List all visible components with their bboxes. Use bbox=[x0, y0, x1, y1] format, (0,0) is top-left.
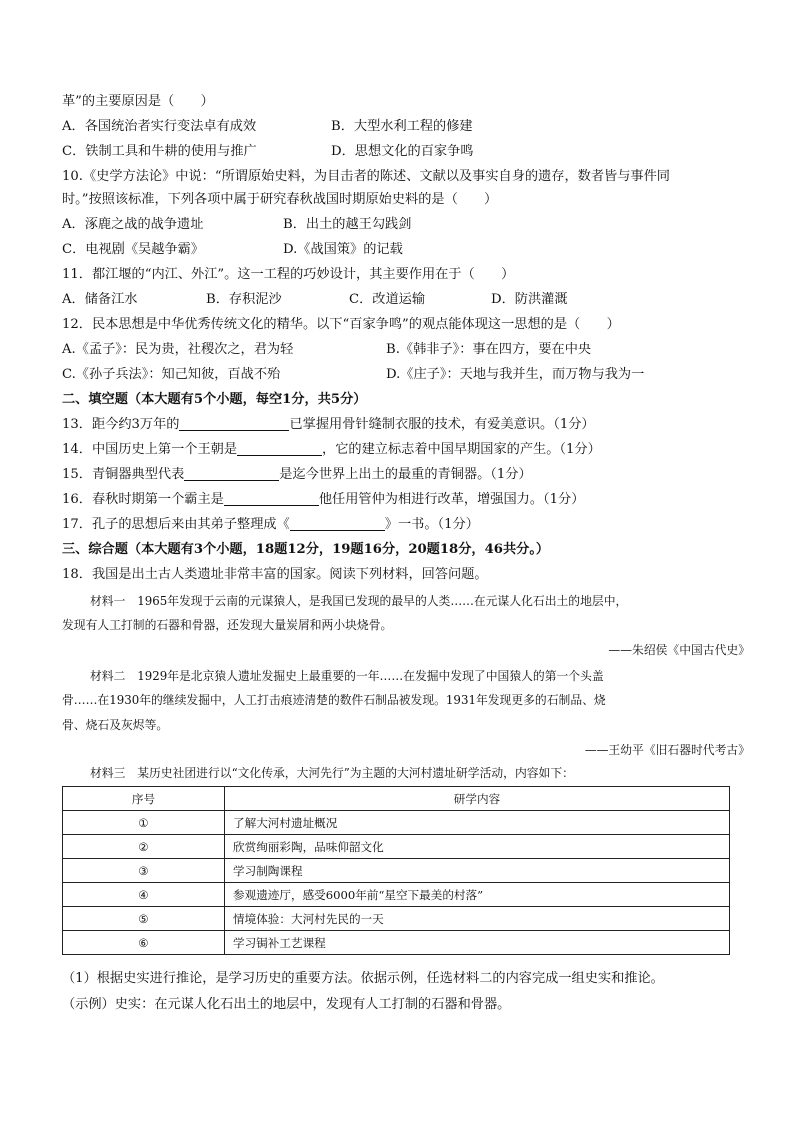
q17-line bbox=[62, 516, 479, 534]
table-cell-content: 欣赏绚丽彩陶，品味仰韶文化 bbox=[225, 835, 730, 859]
q11-option-c: C．改道运输 bbox=[349, 292, 426, 307]
q9-option-a: A．各国统治者实行变法卓有成效 bbox=[62, 119, 257, 134]
table-header-number: 序号 bbox=[63, 787, 225, 811]
table-row bbox=[63, 835, 730, 859]
q13-line bbox=[62, 416, 595, 434]
q11-option-d: D．防洪灌溉 bbox=[491, 292, 568, 307]
table-cell-content: 参观遗迹厅，感受6000年前“星空下最美的村落” bbox=[225, 883, 730, 907]
q12-option-c: C.《孙子兵法》：知己知彼，百战不殆 bbox=[62, 367, 281, 382]
q16-text-after: 他任用管仲为相进行改革，增强国力。（1分） bbox=[318, 492, 585, 507]
q16-answer-blank[interactable] bbox=[224, 491, 319, 506]
q13-text-after: 已掌握用骨针缝制衣服的技术，有爱美意识。（1分） bbox=[289, 417, 595, 432]
table-cell-content: 学习锔补工艺课程 bbox=[225, 931, 730, 955]
section3-title: 三、综合题（本大题有3个小题，18题12分，19题16分，20题18分，46共分。） bbox=[62, 542, 550, 557]
table-header-row bbox=[63, 787, 730, 811]
q17-text-before: 17．孔子的思想后来由其弟子整理成《 bbox=[62, 517, 290, 532]
q9-option-c: C．铁制工具和牛耕的使用与推广 bbox=[62, 144, 257, 159]
q15-text-before: 15．青铜器典型代表 bbox=[62, 467, 185, 482]
study-activity-table bbox=[62, 786, 730, 955]
material2-line1: 材料二 1929年是北京猿人遗址发掘史上最重要的一年……在发掘中发现了中国猿人的第一个头盖 bbox=[90, 669, 604, 683]
q10-stem-line2: 时。”按照该标准，下列各项中属于研究春秋战国时期原始史料的是（ ） bbox=[62, 192, 498, 207]
material1-line1: 材料一 1965年发现于云南的元谋猿人，是我国已发现的最早的人类……在元谋人化石出土的地层中， bbox=[90, 594, 628, 608]
q11-option-a: A．储备江水 bbox=[62, 292, 138, 307]
table-row bbox=[63, 811, 730, 835]
material1-line2: 发现有人工打制的石器和骨器，还发现大量炭屑和两小块烧骨。 bbox=[62, 618, 393, 632]
q14-text-before: 14．中国历史上第一个王朝是 bbox=[62, 442, 238, 457]
q18-stem: 18．我国是出土古人类遗址非常丰富的国家。阅读下列材料，回答问题。 bbox=[62, 567, 488, 582]
q10-option-a: A．涿鹿之战的战争遗址 bbox=[62, 217, 204, 232]
q9-stem-tail: 革”的主要原因是（ ） bbox=[62, 94, 214, 109]
table-cell-number: ① bbox=[63, 811, 225, 835]
q14-line bbox=[62, 441, 601, 459]
q14-text-after: ，它的建立标志着中国早期国家的产生。（1分） bbox=[322, 442, 601, 457]
q16-text-before: 16．春秋时期第一个霸主是 bbox=[62, 492, 224, 507]
q9-option-d: D．思想文化的百家争鸣 bbox=[331, 144, 474, 159]
q18-example: （示例）史实：在元谋人化石出土的地层中，发现有人工打制的石器和骨器。 bbox=[62, 997, 511, 1012]
q15-text-after: 是迄今世界上出土的最重的青铜器。（1分） bbox=[279, 467, 532, 482]
q14-answer-blank[interactable] bbox=[237, 441, 322, 456]
q10-option-c: C．电视剧《吴越争霸》 bbox=[62, 242, 204, 257]
table-cell-number: ⑤ bbox=[63, 907, 225, 931]
q17-answer-blank[interactable] bbox=[290, 516, 385, 531]
q16-line bbox=[62, 491, 584, 509]
q15-line bbox=[62, 466, 532, 484]
material2-source: ——王幼平《旧石器时代考古》 bbox=[584, 743, 750, 757]
table-row bbox=[63, 883, 730, 907]
table-row bbox=[63, 907, 730, 931]
table-cell-content: 学习制陶课程 bbox=[225, 859, 730, 883]
q9-option-b: B．大型水利工程的修建 bbox=[331, 119, 473, 134]
q10-option-d: D.《战国策》的记载 bbox=[283, 242, 403, 257]
table-row bbox=[63, 931, 730, 955]
material2-line2: 骨……在1930年的继续发掘中，人工打击痕迹清楚的数件石制品被发现。1931年发现更多的石制品、烧 bbox=[62, 693, 606, 707]
q17-text-after: 》一书。（1分） bbox=[384, 517, 479, 532]
q10-option-b: B．出土的越王勾践剑 bbox=[283, 217, 412, 232]
q12-stem: 12．民本思想是中华优秀传统文化的精华。以下“百家争鸣”的观点能体现这一思想的是（ ） bbox=[62, 317, 620, 332]
material3-intro: 材料三 某历史社团进行以“文化传承，大河先行”为主题的大河村遗址研学活动，内容如下： bbox=[90, 766, 574, 780]
table-cell-number: ⑥ bbox=[63, 931, 225, 955]
table-cell-number: ④ bbox=[63, 883, 225, 907]
table-cell-number: ② bbox=[63, 835, 225, 859]
q12-option-d: D.《庄子》：天地与我并生，而万物与我为一 bbox=[386, 367, 645, 382]
material2-line3: 骨、烧石及灰烬等。 bbox=[62, 718, 169, 732]
q10-stem-line1: 10.《史学方法论》中说：“所谓原始史料，为目击者的陈述、文献以及事实自身的遗存，数者皆与事件同 bbox=[62, 169, 670, 184]
material1-source: ——朱绍侯《中国古代史》 bbox=[608, 643, 750, 657]
q15-answer-blank[interactable] bbox=[184, 466, 279, 481]
table-cell-content: 情境体验：大河村先民的一天 bbox=[225, 907, 730, 931]
table-cell-content: 了解大河村遗址概况 bbox=[225, 811, 730, 835]
table-header-content: 研学内容 bbox=[225, 787, 730, 811]
q11-option-b: B．存积泥沙 bbox=[206, 292, 282, 307]
table-row bbox=[63, 859, 730, 883]
table-cell-number: ③ bbox=[63, 859, 225, 883]
q18-subquestion-1: （1）根据史实进行推论，是学习历史的重要方法。依据示例，任选材料二的内容完成一组史实和推论。 bbox=[62, 971, 664, 986]
section2-title: 二、填空题（本大题有5个小题，每空1分，共5分） bbox=[62, 392, 367, 407]
q12-option-a: A.《孟子》：民为贵，社稷次之，君为轻 bbox=[62, 342, 294, 357]
q11-stem: 11．都江堰的“内江、外江”。这一工程的巧妙设计，其主要作用在于（ ） bbox=[62, 267, 515, 282]
q13-text-before: 13．距今约3万年的 bbox=[62, 417, 180, 432]
q12-option-b: B.《韩非子》：事在四方，要在中央 bbox=[386, 342, 592, 357]
q13-answer-blank[interactable] bbox=[179, 416, 289, 431]
